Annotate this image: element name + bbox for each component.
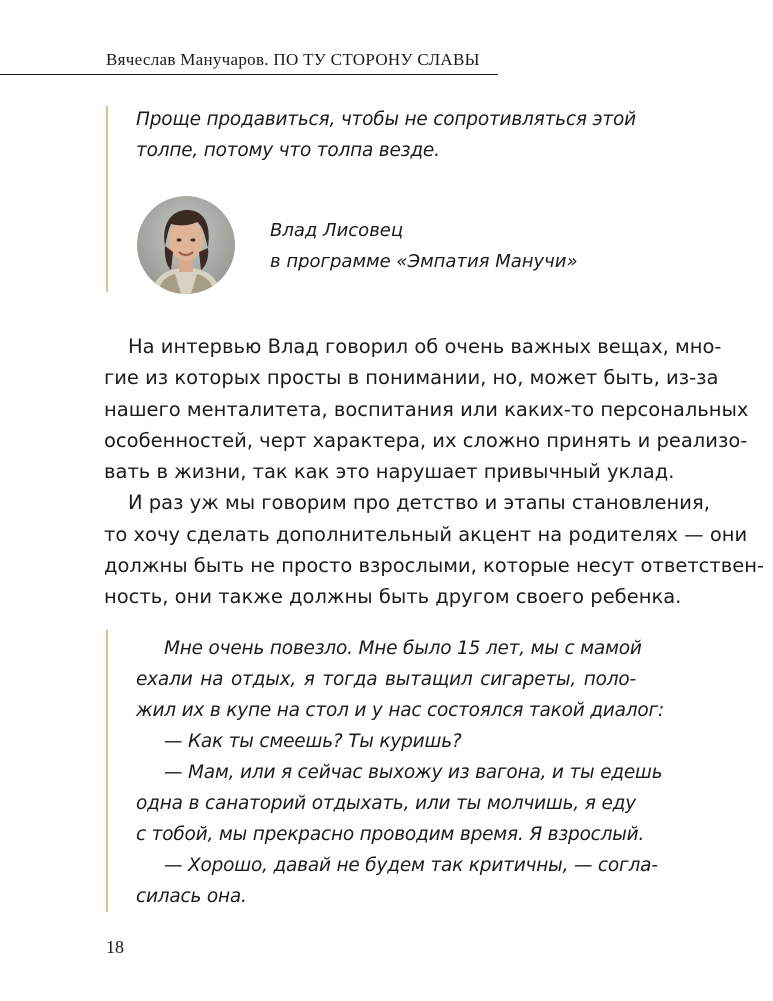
- quote-line: Мне очень повезло. Мне было 15 лет, мы с мамой: [164, 638, 642, 659]
- quote-line: силась она.: [136, 886, 247, 907]
- quote-line: жил их в купе на стол и у нас состоялся такой диалог:: [136, 700, 665, 721]
- epigraph-text: [136, 104, 636, 166]
- epigraph-line: Проще продавиться, чтобы не сопротивляться этой: [136, 109, 636, 130]
- body-line: особенностей, черт характера, их сложно принять и реализо-: [104, 428, 748, 452]
- paragraph: [104, 331, 749, 487]
- quote-line: — Хорошо, давай не будем так критичны, — согла-: [164, 855, 658, 876]
- body-line: ность, они также должны быть другом своего ребенка.: [104, 585, 682, 609]
- epigraph-line: толпе, потому что толпа везде.: [136, 140, 440, 161]
- body-line: И раз уж мы говорим про детство и этапы становления,: [128, 491, 710, 515]
- body-line: На интервью Влад говорил об очень важных вещах, мно-: [128, 335, 722, 358]
- quote-accent-bar: [106, 630, 108, 912]
- quote-line: — Как ты смеешь? Ты куришь?: [164, 731, 462, 752]
- running-header: Вячеслав Манучаров. ПО ТУ СТОРОНУ СЛАВЫ: [106, 50, 480, 69]
- body-line: должны быть не просто взрослыми, которые несут ответствен-: [104, 554, 765, 578]
- quote-line: одна в санаторий отдыхать, или ты молчишь, я еду: [136, 793, 636, 814]
- page-number: 18: [106, 937, 124, 957]
- body-line: нашего менталитета, воспитания или каких-то персональных: [104, 397, 749, 421]
- attribution-source: в программе «Эмпатия Манучи»: [270, 251, 578, 272]
- portrait-illustration: [137, 196, 235, 294]
- body-line: то хочу сделать дополнительный акцент на родителях — они: [104, 522, 748, 546]
- dialog-quote: [136, 633, 665, 912]
- body-line: вать в жизни, так как это нарушает привычный уклад.: [104, 460, 675, 484]
- body-paragraphs: [104, 331, 765, 613]
- epigraph-accent-bar: [106, 106, 108, 292]
- body-line: гие из которых просты в понимании, но, может быть, из-за: [104, 366, 719, 390]
- epigraph-attribution: [270, 215, 578, 277]
- author-portrait: [137, 196, 235, 294]
- quote-line: ехали на отдых, я тогда вытащил сигареты, поло-: [136, 669, 636, 690]
- quote-line: с тобой, мы прекрасно проводим время. Я взрослый.: [136, 824, 645, 845]
- quote-line: — Мам, или я сейчас выхожу из вагона, и ты едешь: [164, 762, 663, 783]
- paragraph: [104, 487, 765, 612]
- attribution-name: Влад Лисовец: [270, 220, 404, 241]
- header-rule: [0, 74, 498, 75]
